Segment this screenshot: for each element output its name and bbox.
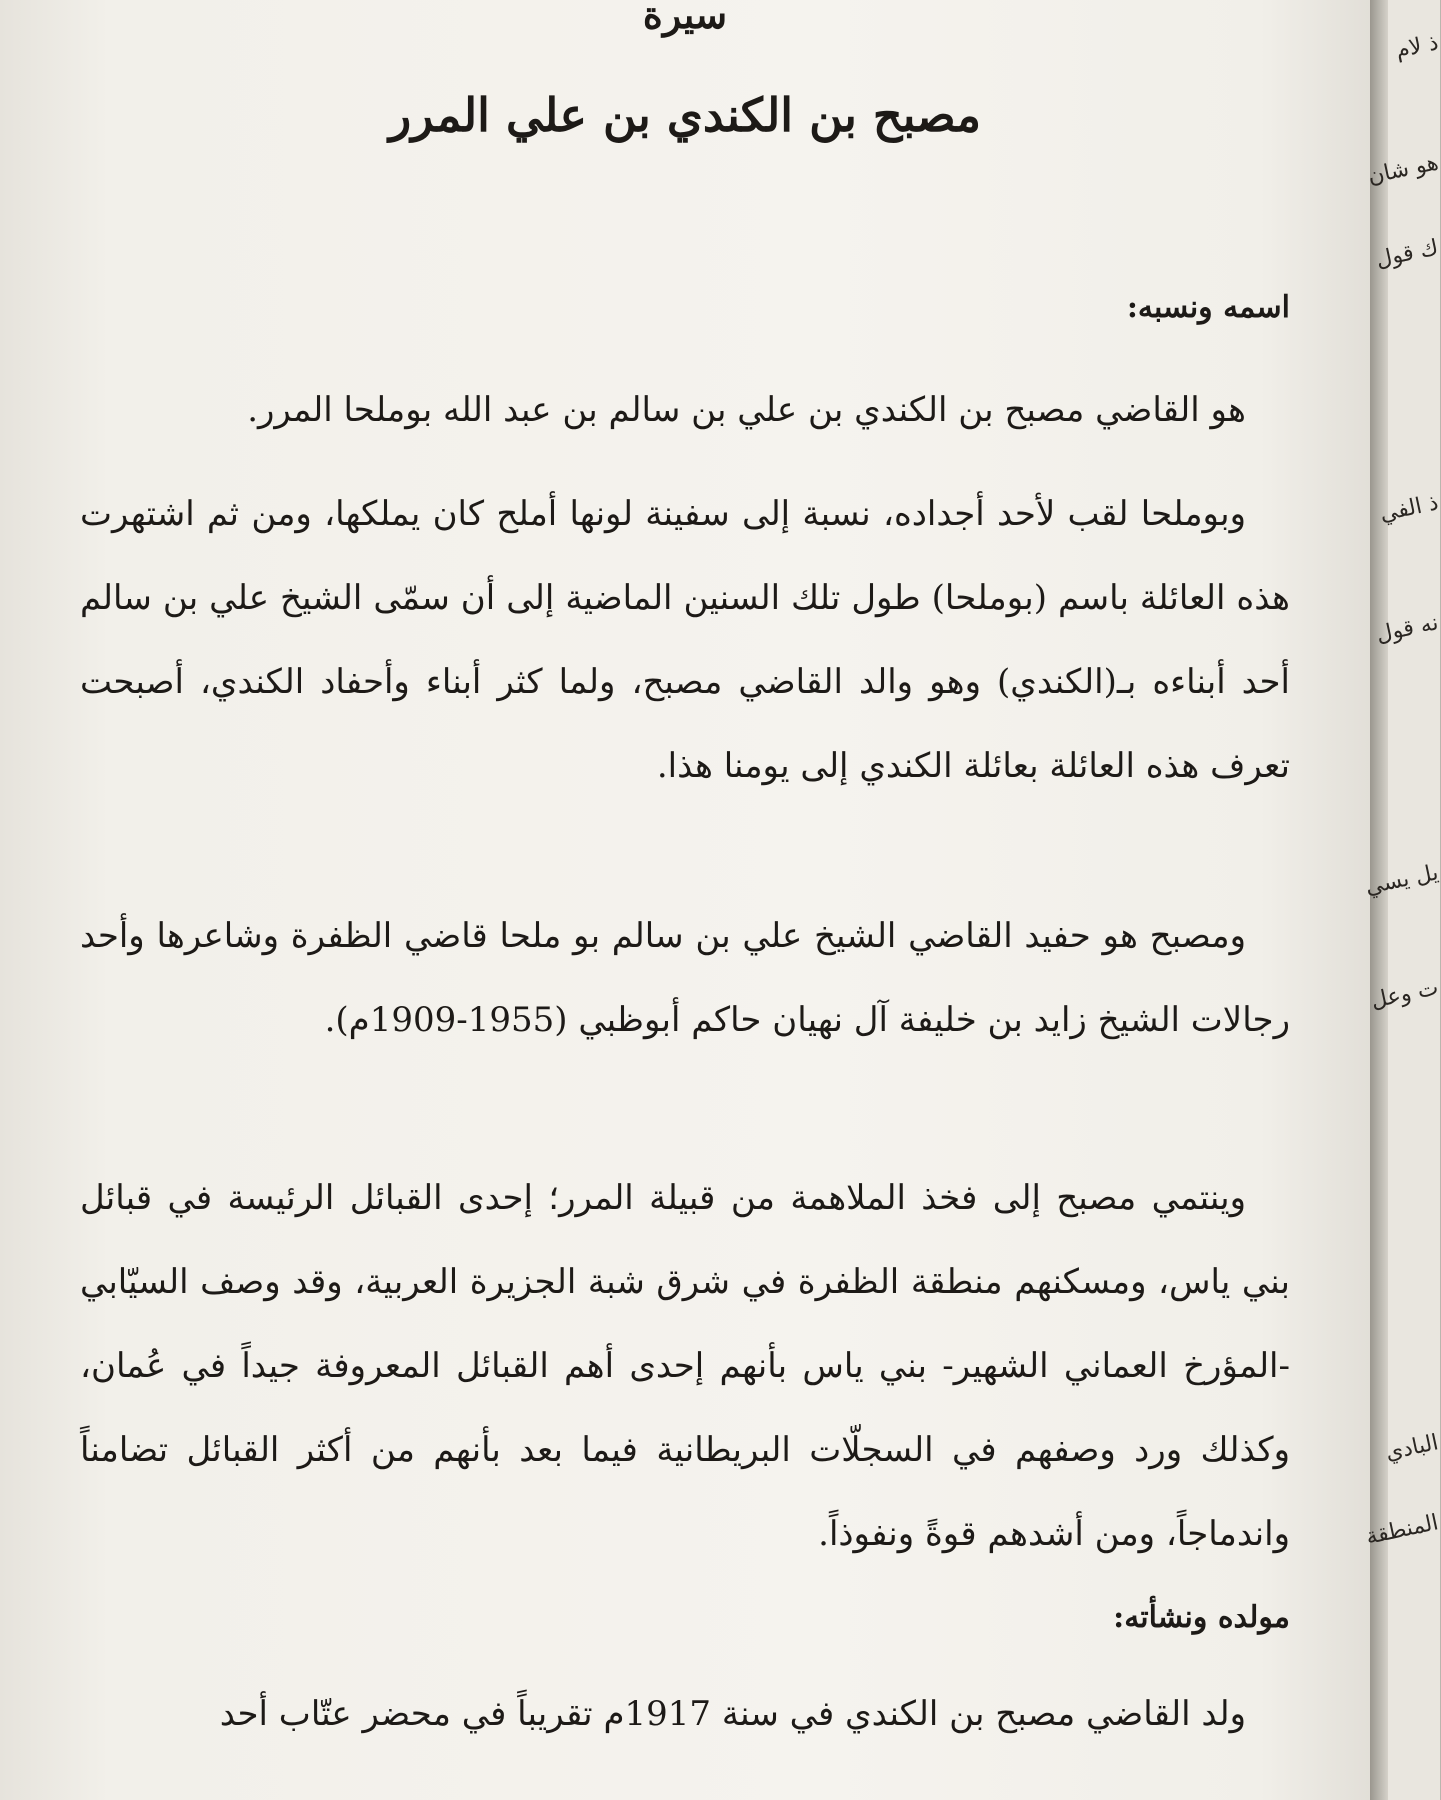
facing-page-fragment: ذ الفي — [1377, 490, 1441, 528]
page-header: سيرة — [642, 0, 728, 37]
facing-page-fragment: يل يسي — [1363, 860, 1441, 901]
facing-page-fragment: البادي — [1383, 1430, 1441, 1466]
paragraph-tribe: وينتمي مصبح إلى فخذ الملاهمة من قبيلة المرر؛ إحدى القبائل الرئيسة في قبائل بني ياس، ومسكنهم منطقة الظفرة في شرق شبة الجزيرة العربية، وقد وصف السيّابي -المؤرخ العماني الشهير- بني ياس بأنهم إحدى أهم القبائل المعروفة جيداً في عُمان، وكذلك ورد وصفهم في السجلّات البريطانية فيما بعد بأنهم من أكثر القبائل تضامناً واندماجاً، ومن أشدهم قوةً ونفوذاً. — [80, 1178, 1290, 1554]
paragraph-birth: ولد القاضي مصبح بن الكندي في سنة 1917م تقريباً في محضر عتّاب أحد — [219, 1694, 1246, 1734]
facing-page-fragment: نه قول — [1373, 610, 1441, 648]
facing-page-fragment: ت وعل — [1368, 975, 1441, 1014]
facing-page-fragment: المنطقة — [1363, 1510, 1441, 1550]
facing-page-fragment: هو شان — [1365, 150, 1441, 190]
paragraph-grandson: ومصبح هو حفيد القاضي الشيخ علي بن سالم بو ملحا قاضي الظفرة وشاعرها وأحد رجالات الشيخ زايد بن خليفة آل نهيان حاكم أبوظبي (1955-1909م). — [80, 916, 1290, 1040]
facing-page-fragment: ذ لام — [1393, 30, 1441, 64]
paragraph-bumalha: وبوملحا لقب لأحد أجداده، نسبة إلى سفينة لونها أملح كان يملكها، ومن ثم اشتهرت هذه العائلة باسم (بوملحا) طول تلك السنين الماضية إلى أن سمّى الشيخ علي بن سالم أحد أبناءه بـ(الكندي) وهو والد القاضي مصبح، ولما كثر أبناء وأحفاد الكندي، أصبحت تعرف هذه العائلة بعائلة الكندي إلى يومنا هذا. — [80, 494, 1290, 786]
section-heading-name: اسمه ونسبه: — [1126, 290, 1290, 325]
paragraph-lineage: هو القاضي مصبح بن الكندي بن علي بن سالم بن عبد الله بوملحا المرر. — [247, 390, 1246, 430]
page-title: مصبح بن الكندي بن علي المرر — [388, 88, 982, 142]
section-heading-birth: مولده ونشأته: — [1113, 1600, 1290, 1635]
facing-page-fragment: ك قول — [1373, 235, 1441, 273]
facing-page-edge — [1363, 0, 1441, 1800]
